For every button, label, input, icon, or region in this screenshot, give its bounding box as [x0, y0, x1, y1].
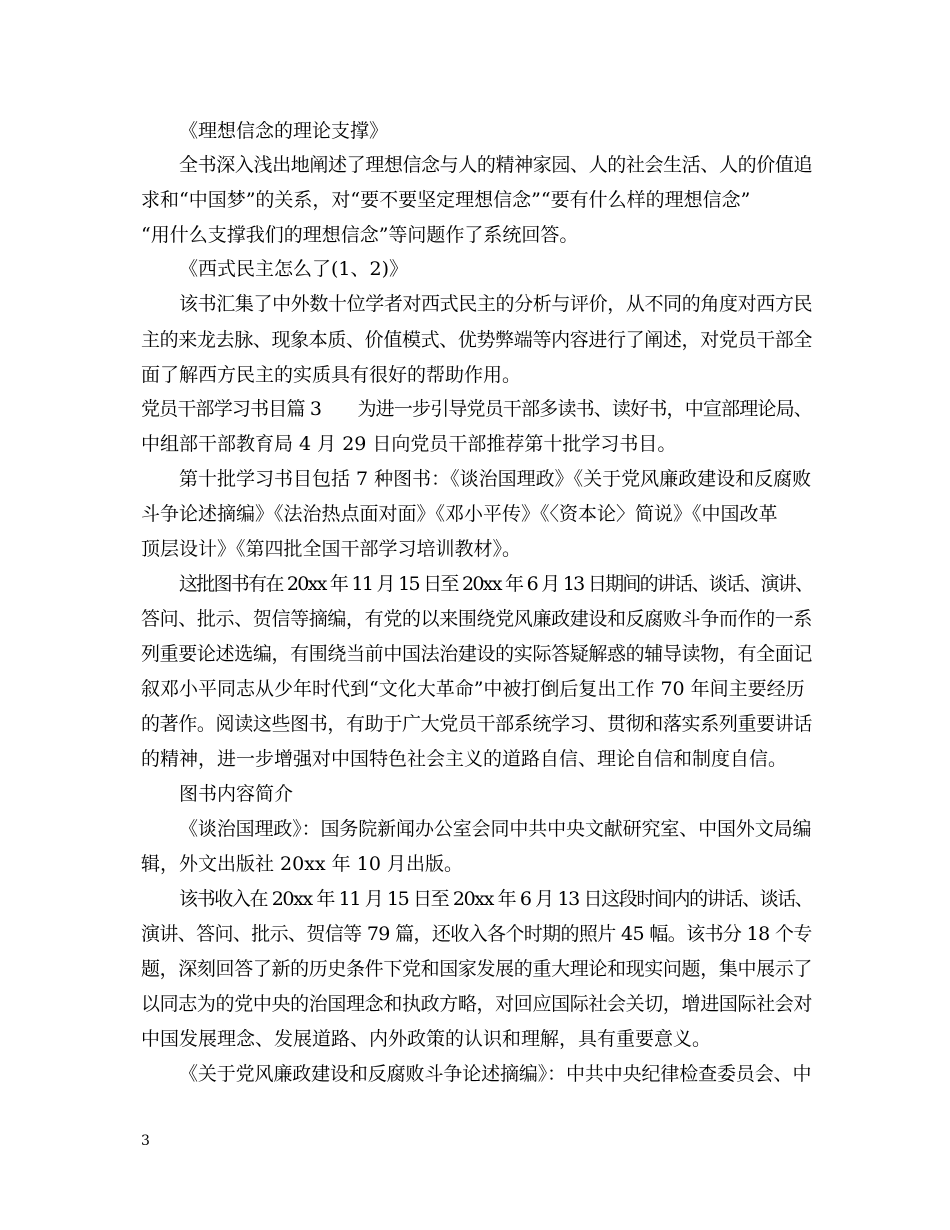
text-line: 的著作。阅读这些图书，有助于广大党员干部系统学习、贯彻和落实系列重要讲话	[141, 713, 813, 735]
text-line: 的精神，进一步增强对中国特色社会主义的道路自信、理论自信和制度自信。	[141, 748, 788, 770]
page-number: 3	[141, 1133, 150, 1149]
text-line: 顶层设计》《第四批全国干部学习培训教材》。	[141, 538, 522, 560]
text-line: 该书汇集了中外数十位学者对西式民主的分析与评价，从不同的角度对西方民	[179, 293, 813, 315]
text-line: 演讲、答问、批示、贺信等 79 篇，还收入各个时期的照片 45 幅。该书分 18 个专	[141, 923, 812, 945]
text-line: 《理想信念的理论支撑》	[179, 120, 389, 142]
text-line: 图书内容简介	[179, 783, 294, 805]
text-line: 面了解西方民主的实质具有很好的帮助作用。	[141, 364, 522, 386]
text-line: 《西式民主怎么了(1、2)》	[179, 258, 409, 280]
text-line: 党员干部学习书目篇 3 为进一步引导党员干部多读书、读好书，中宣部理论局、	[141, 398, 812, 420]
text-line: 答问、批示、贺信等摘编，有党的以来围绕党风廉政建设和反腐败斗争而作的一系	[141, 608, 813, 630]
text-line: 这批图书有在 20xx 年 11 月 15 日至 20xx 年 6 月 13 日期间的讲话、谈话、演讲、	[179, 573, 813, 595]
text-line: 列重要论述选编，有围绕当前中国法治建设的实际答疑解惑的辅导读物，有全面记	[141, 643, 813, 665]
text-line: 中国发展理念、发展道路、内外政策的认识和理解，具有重要意义。	[141, 1028, 712, 1050]
text-line: 斗争论述摘编》《法治热点面对面》《邓小平传》《〈资本论〉简说》《中国改革	[141, 503, 778, 525]
text-line: 全书深入浅出地阐述了理想信念与人的精神家园、人的社会生活、人的价值追	[179, 154, 813, 176]
text-line: 求和“中国梦”的关系，对“要不要坚定理想信念”“要有什么样的理想信念”	[141, 189, 751, 211]
text-line: 题，深刻回答了新的历史条件下党和国家发展的重大理论和现实问题，集中展示了	[141, 958, 813, 980]
text-line: 主的来龙去脉、现象本质、价值模式、优势弊端等内容进行了阐述，对党员干部全	[141, 329, 813, 351]
text-line: 《关于党风廉政建设和反腐败斗争论述摘编》：中共中央纪律检查委员会、中	[179, 1063, 812, 1085]
text-line: 该书收入在 20xx 年 11 月 15 日至 20xx 年 6 月 13 日这段时间内的讲话、谈话、	[179, 888, 813, 910]
text-line: 叙邓小平同志从少年时代到“文化大革命”中被打倒后复出工作 70 年间主要经历	[141, 678, 805, 700]
text-line: 《谈治国理政》：国务院新闻办公室会同中共中央文献研究室、中国外文局编	[179, 818, 812, 840]
text-line: 中组部干部教育局 4 月 29 日向党员干部推荐第十批学习书目。	[141, 433, 677, 455]
text-line: 以同志为的党中央的治国理念和执政方略，对回应国际社会关切，增进国际社会对	[141, 993, 813, 1015]
text-line: “用什么支撑我们的理想信念”等问题作了系统回答。	[141, 224, 579, 246]
text-line: 第十批学习书目包括 7 种图书：《谈治国理政》《关于党风廉政建设和反腐败	[179, 468, 812, 490]
text-line: 辑，外文出版社 20xx 年 10 月出版。	[141, 853, 463, 875]
